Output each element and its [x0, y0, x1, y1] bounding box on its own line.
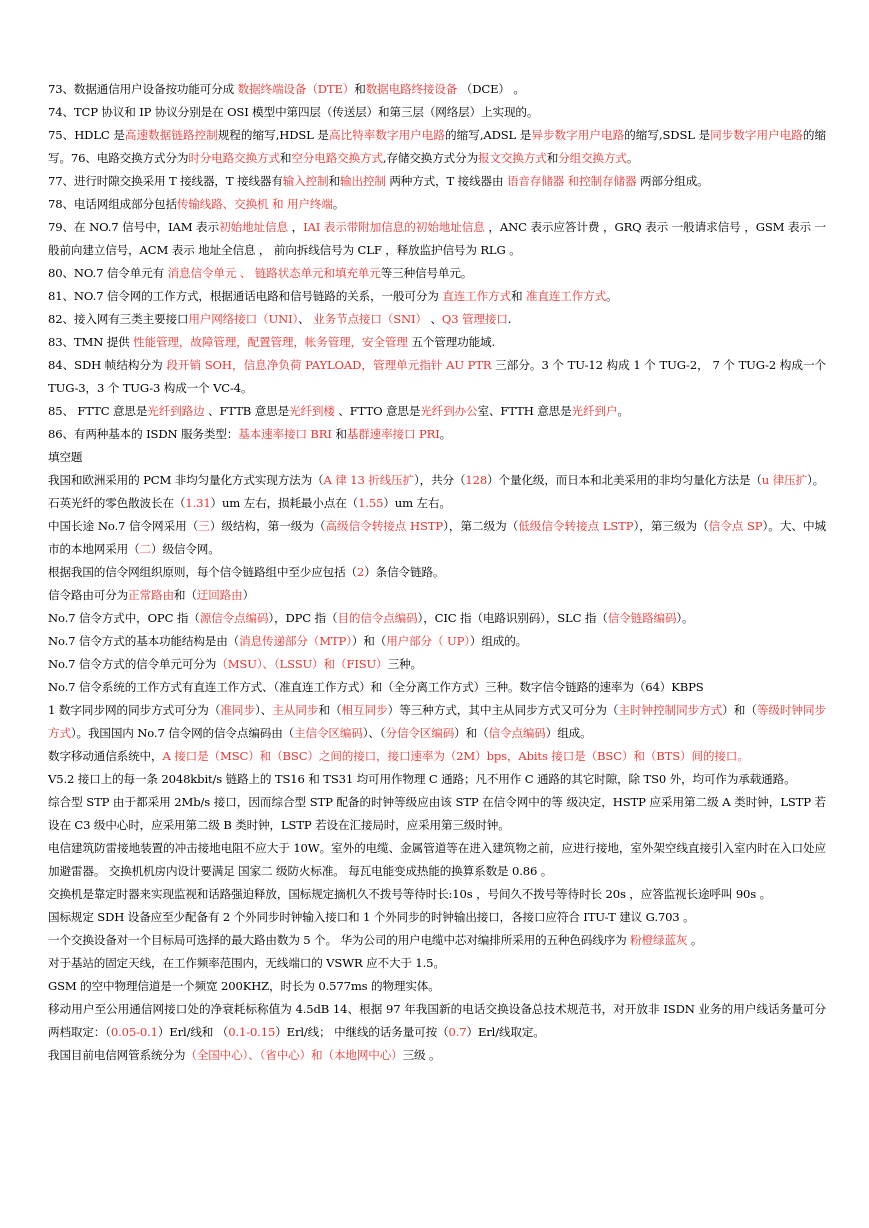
- text-run: ）、（: [362, 726, 386, 740]
- text-run: ，: [288, 220, 304, 234]
- text-run: ），第二级为（: [443, 519, 519, 533]
- answer-highlight: 三: [198, 519, 210, 533]
- answer-highlight: 相互同步: [341, 703, 388, 717]
- text-run: 根据我国的信令网组织原则，每个信令链路组中至少应包括（: [48, 565, 357, 579]
- text-run: ）条信令链路。: [364, 565, 445, 579]
- text-run: 。: [626, 151, 639, 165]
- text-run: ）Erl/线和 （: [157, 1025, 229, 1039]
- text-run: 77、进行时隙交换采用 T 接线器，T 接线器有: [48, 174, 283, 188]
- text-run: 82、接入网有三类主要接口: [48, 312, 189, 326]
- text-run: 和: [546, 151, 559, 165]
- answer-highlight: 光纤到楼: [289, 404, 335, 418]
- answer-highlight: 空分电路交换方式: [291, 151, 383, 165]
- text-run: ）Erl/线取定。: [466, 1025, 545, 1039]
- answer-highlight: 主信令区编码: [294, 726, 363, 740]
- paragraph-p73: [48, 78, 826, 101]
- text-run: 交换机是靠定时器来实现监视和话路强迫释放，国标规定摘机久不拨号等待时长:10s ，号间久不拨号等待时长 20s ，应答监视长途呼叫 90s 。: [48, 887, 772, 901]
- answer-highlight: 分组交换方式: [558, 151, 627, 165]
- paragraph-p80: [48, 262, 826, 285]
- text-run: 室、FTTH 意思是: [477, 404, 572, 418]
- answer-highlight: 0.1-0.15: [228, 1025, 276, 1039]
- answer-highlight: 1.31: [185, 496, 211, 510]
- answer-highlight: 初始地址信息: [219, 220, 289, 234]
- text-run: ）: [242, 588, 255, 602]
- answer-highlight: A 接口是（MSC）和（BSC）之间的接口，接口速率为（2M）bps，Abits 接口是（BSC）和（BTS）间的接口。: [162, 749, 749, 763]
- text-run: 的缩写。76、电路交换方式分为: [48, 128, 826, 165]
- paragraph-f12: [48, 768, 826, 791]
- text-run: 我国和欧洲采用的 PCM 非均匀量化方式实现方法为（: [48, 473, 324, 487]
- text-run: 和: [328, 174, 341, 188]
- text-run: ），CIC 指（电路识别码），SLC 指（: [417, 611, 608, 625]
- text-run: 、: [426, 312, 442, 326]
- text-run: 等三种信号单元。: [380, 266, 473, 280]
- text-run: 73、数据通信用户设备按功能可分成: [48, 82, 238, 96]
- text-run: No.7 信令系统的工作方式有直连工作方式、（准直连工作方式）和（全分离工作方式）三种。数字信令链路的速率为（64）KBPS: [48, 680, 704, 694]
- text-run: ）组成的。: [469, 634, 528, 648]
- text-run: 78、电话网组成部分包括: [48, 197, 177, 211]
- text-run: 85、 FTTC 意思是: [48, 404, 148, 418]
- answer-highlight: 传输线路、交换机 和 用户终端: [176, 197, 333, 211]
- text-run: 81、NO.7 信令网的工作方式，根据通话电路和信号链路的关系，一般可分为: [48, 289, 443, 303]
- answer-highlight: 0.7: [448, 1025, 467, 1039]
- answer-highlight: 主从同步: [272, 703, 319, 717]
- text-run: ），共分（: [414, 473, 466, 487]
- answer-highlight: 数据电路终接设备: [365, 82, 458, 96]
- paragraph-f16: [48, 906, 826, 929]
- answer-highlight: 输入控制: [282, 174, 329, 188]
- text-run: ）。: [676, 611, 694, 625]
- answer-highlight: 数据终端设备（DTE）: [237, 82, 355, 96]
- paragraph-f2: [48, 492, 826, 515]
- answer-highlight: 信令链路编码: [607, 611, 677, 625]
- paragraph-f17: [48, 929, 826, 952]
- paragraph-p74: [48, 101, 826, 124]
- text-run: GSM 的空中物理信道是一个频宽 200KHZ，时长为 0.577ms 的物理实体。: [48, 979, 440, 993]
- answer-highlight: 低级信令转接点 LSTP: [518, 519, 634, 533]
- answer-highlight: 输出控制: [340, 174, 386, 188]
- text-run: ）。大、中城市的本地网采用（: [48, 519, 826, 556]
- text-run: 石英光纤的零色散波长在（: [48, 496, 186, 510]
- paragraph-p86: [48, 423, 826, 446]
- text-run: 的缩写,SDSL 是: [624, 128, 711, 142]
- answer-highlight: 主时钟控制同步方式: [618, 703, 723, 717]
- text-run: 74、TCP 协议和 IP 协议分别是在 OSI 模型中第四层（传送层）和第三层（网络层）上实现的。: [48, 105, 539, 119]
- text-run: 综合型 STP 由于都采用 2Mb/s 接口，因而综合型 STP 配备的时钟等级应由该 STP 在信令网中的等 级决定，HSTP 应采用第二级 A 类时钟，LSTP 若设在 C3 级中心时，应采用第二级 B 类时钟，LSTP 若设在汇接局时，应采用第三级时钟。: [48, 795, 826, 832]
- answer-highlight: 消息传递部分（MTP）: [239, 634, 352, 648]
- text-run: 1 数字同步网的同步方式可分为（: [48, 703, 221, 717]
- text-run: ），DPC 指（: [268, 611, 338, 625]
- answer-highlight: （全国中心）、（省中心）和（本地网中心）: [185, 1048, 403, 1062]
- paragraph-f15: [48, 883, 826, 906]
- answer-highlight: 异步数字用户电路: [531, 128, 625, 142]
- text-run: 三级 。: [402, 1048, 441, 1062]
- answer-highlight: 基本速率接口 BRI: [238, 427, 332, 441]
- text-run: ,存储交换方式分为: [382, 151, 479, 165]
- text-run: 79、在 NO.7 信号中，IAM 表示: [48, 220, 220, 234]
- answer-highlight: A 律 13 折线压扩: [323, 473, 414, 487]
- text-run: ）um 左右。: [383, 496, 451, 510]
- text-run: 规程的缩写,HDSL 是: [217, 128, 329, 142]
- paragraph-f8: [48, 653, 826, 676]
- answer-highlight: 同步数字用户电路: [710, 128, 803, 142]
- text-run: ）、: [255, 703, 273, 717]
- answer-highlight: 信令点编码: [488, 726, 546, 740]
- paragraph-f3: [48, 515, 826, 561]
- text-run: 的缩写,ADSL 是: [445, 128, 532, 142]
- answer-highlight: 语音存储器 和控制存储器: [506, 174, 637, 188]
- answer-highlight: 准同步: [220, 703, 255, 717]
- paragraph-f13: [48, 791, 826, 837]
- paragraph-p83: [48, 331, 826, 354]
- text-run: 移动用户至公用通信网接口处的净衰耗标称值为 4.5dB 14、根据 97 年我国新的电话交换设备总技术规范书，对开放非 ISDN 业务的用户线话务量可分两档取定：（: [48, 1002, 826, 1039]
- text-run: 和: [279, 151, 292, 165]
- text-run: ，ANC 表示应答计费 ，GRQ 表示 一般请求信号 ，GSM 表示 一般前向建立信号，ACM 表示 地址全信息 ， 前向拆线信号为 CLF ，释放监护信号为 RLG 。: [48, 220, 826, 257]
- paragraph-f1: [48, 469, 826, 492]
- answer-highlight: 目的信令点编码: [337, 611, 418, 625]
- text-run: ）Erl/线； 中继线的话务量可按（: [275, 1025, 449, 1039]
- text-run: 数字移动通信系统中，: [48, 749, 163, 763]
- answer-highlight: 2: [356, 565, 365, 579]
- text-run: 一个交换设备对一个目标局可选择的最大路由数为 5 个。 华为公司的用户电缆中芯对编排所采用的五种色码线序为: [48, 933, 631, 947]
- answer-highlight: 报文交换方式: [478, 151, 547, 165]
- text-run: 。: [332, 197, 345, 211]
- answer-highlight: 0.05-0.1: [110, 1025, 158, 1039]
- answer-highlight: 时分电路交换方式: [188, 151, 280, 165]
- text-run: 和: [331, 427, 347, 441]
- answer-highlight: 准直连工作方式: [525, 289, 607, 303]
- text-run: ）级信令网。: [151, 542, 220, 556]
- text-run: ）。: [806, 473, 825, 487]
- text-run: ）。我国国内 No.7 信令网的信令点编码由（: [70, 726, 295, 740]
- paragraph-f19: [48, 975, 826, 998]
- answer-highlight: 迂回路由: [196, 588, 243, 602]
- text-run: （DCE） 。: [457, 82, 525, 96]
- text-run: 和（: [173, 588, 197, 602]
- text-run: ）和（: [351, 634, 387, 648]
- answer-highlight: 高级信令转接点 HSTP: [325, 519, 444, 533]
- text-run: ）组成。: [545, 726, 592, 740]
- paragraph-f6: [48, 607, 826, 630]
- text-run: 、FTTB 意思是: [204, 404, 290, 418]
- paragraph-p84: [48, 354, 826, 400]
- text-run: 83、TMN 提供: [48, 335, 134, 349]
- answer-highlight: 基群速率接口 PRI: [346, 427, 440, 441]
- answer-highlight: 等级时钟同步方式: [48, 703, 827, 740]
- text-run: 。: [606, 289, 618, 303]
- document-body: [48, 78, 826, 1067]
- paragraph-f11: [48, 745, 826, 768]
- paragraph-f7: [48, 630, 826, 653]
- answer-highlight: 二: [139, 542, 152, 556]
- paragraph-f14: [48, 837, 826, 883]
- text-run: 和: [510, 289, 526, 303]
- text-run: 对于基站的固定天线，在工作频率范围内，无线端口的 VSWR 应不大于 1.5。: [48, 956, 445, 970]
- text-run: ）等三种方式，其中主从同步方式又可分为（: [387, 703, 619, 717]
- text-run: 84、SDH 帧结构分为: [48, 358, 167, 372]
- paragraph-f20: [48, 998, 826, 1044]
- answer-highlight: IAI 表示带附加信息的初始地址信息: [303, 220, 485, 234]
- answer-highlight: 用户部分（ UP）: [386, 634, 470, 648]
- paragraph-p81: [48, 285, 826, 308]
- text-run: 信令路由可分为: [48, 588, 129, 602]
- paragraph-p79: [48, 216, 826, 262]
- text-run: V5.2 接口上的每一条 2048kbit/s 链路上的 TS16 和 TS31 均可用作物理 C 通路；凡不用作 C 通路的其它时隙，除 TS0 外，均可作为承载通路。: [48, 772, 796, 786]
- text-run: No.7 信令方式的信令单元可分为: [48, 657, 217, 671]
- text-run: 、: [298, 312, 314, 326]
- answer-highlight: 消息信令单元 、 链路状态单元和填充单元: [167, 266, 381, 280]
- text-run: ）级结构，第一级为（: [209, 519, 326, 533]
- paragraph-f18: [48, 952, 826, 975]
- paragraph-p85: [48, 400, 826, 423]
- answer-highlight: （MSU）、（LSSU）和（FISU）: [216, 657, 388, 671]
- answer-highlight: 性能管理，故障管理，配置管理，帐务管理，安全管理: [133, 335, 408, 349]
- paragraph-f5: [48, 584, 826, 607]
- answer-highlight: Q3 管理接口: [441, 312, 508, 326]
- paragraph-p82: [48, 308, 826, 331]
- text-run: 三种。: [387, 657, 422, 671]
- answer-highlight: 直连工作方式: [442, 289, 511, 303]
- answer-highlight: 128: [465, 473, 488, 487]
- text-run: No.7 信令方式中，OPC 指（: [48, 611, 200, 625]
- text-run: 三部分。3 个 TU-12 构成 1 个 TUG-2， 7 个 TUG-2 构成一个 TUG-3，3 个 TUG-3 构成一个 VC-4。: [48, 358, 826, 395]
- answer-highlight: 光纤到路边: [147, 404, 205, 418]
- text-run: 电信建筑防雷接地装置的冲击接地电阻不应大于 10W。室外的电缆、金属管道等在进入建筑物之前，应进行接地，室外架空线直接引入室内时在入口处应加避雷器。 交换机机房内设计要满足 国家二 级防火标准。 每瓦电能变成热能的换算系数是 0.86 。: [48, 841, 826, 878]
- text-run: 。: [617, 404, 629, 418]
- text-run: 。: [439, 427, 452, 441]
- paragraph-p77: [48, 170, 826, 193]
- text-run: 和（: [318, 703, 342, 717]
- answer-highlight: 源信令点编码: [199, 611, 269, 625]
- text-run: .: [507, 312, 512, 326]
- text-run: ）um 左右，损耗最小点在（: [210, 496, 359, 510]
- answer-highlight: 粉橙绿蓝灰: [630, 933, 688, 947]
- text-run: ），第三级为（: [633, 519, 709, 533]
- text-run: No.7 信令方式的基本功能结构是由（: [48, 634, 240, 648]
- text-run: 80、NO.7 信令单元有: [48, 266, 168, 280]
- section-heading: [48, 446, 826, 469]
- text-run: 75、HDLC 是: [48, 128, 125, 142]
- paragraph-f9: [48, 676, 826, 699]
- paragraph-p75: [48, 124, 826, 170]
- answer-highlight: 光纤到户: [571, 404, 618, 418]
- answer-highlight: 分信令区编码: [385, 726, 455, 740]
- answer-highlight: 段开销 SOH，信息净负荷 PAYLOAD，管理单元指针 AU PTR: [166, 358, 492, 372]
- answer-highlight: u 律压扩: [761, 473, 807, 487]
- text-run: 两部分组成。: [636, 174, 709, 188]
- answer-highlight: 正常路由: [128, 588, 174, 602]
- text-run: ）和（: [454, 726, 489, 740]
- answer-highlight: 1.55: [358, 496, 384, 510]
- answer-highlight: 高比特率数字用户电路: [329, 128, 446, 142]
- paragraph-f4: [48, 561, 826, 584]
- text-run: 我国目前电信网管系统分为: [48, 1048, 186, 1062]
- answer-highlight: 信令点 SP: [708, 519, 763, 533]
- text-run: 、FTTO 意思是: [334, 404, 421, 418]
- answer-highlight: 用户网络接口（UNI）: [188, 312, 299, 326]
- text-run: 中国长途 No.7 信令网采用（: [48, 519, 199, 533]
- text-run: 86、有两种基本的 ISDN 服务类型：: [48, 427, 239, 441]
- paragraph-f21: [48, 1044, 826, 1067]
- text-run: 国标规定 SDH 设备应至少配备有 2 个外同步时钟输入接口和 1 个外同步的时钟输出接口，各接口应符合 ITU-T 建议 G.703 。: [48, 910, 695, 924]
- answer-highlight: 光纤到办公: [420, 404, 478, 418]
- answer-highlight: 高速数据链路控制: [124, 128, 218, 142]
- paragraph-f10: [48, 699, 826, 745]
- text-run: 填空题: [48, 450, 83, 464]
- text-run: ）个量化级，而日本和北美采用的非均匀量化方法是（: [487, 473, 762, 487]
- paragraph-p78: [48, 193, 826, 216]
- text-run: 两种方式，T 接线器由: [385, 174, 507, 188]
- text-run: 五个管理功能域.: [407, 335, 495, 349]
- answer-highlight: 业务节点接口（SNI）: [313, 312, 427, 326]
- text-run: 和: [354, 82, 366, 96]
- text-run: 。: [687, 933, 703, 947]
- text-run: ）和（: [722, 703, 757, 717]
